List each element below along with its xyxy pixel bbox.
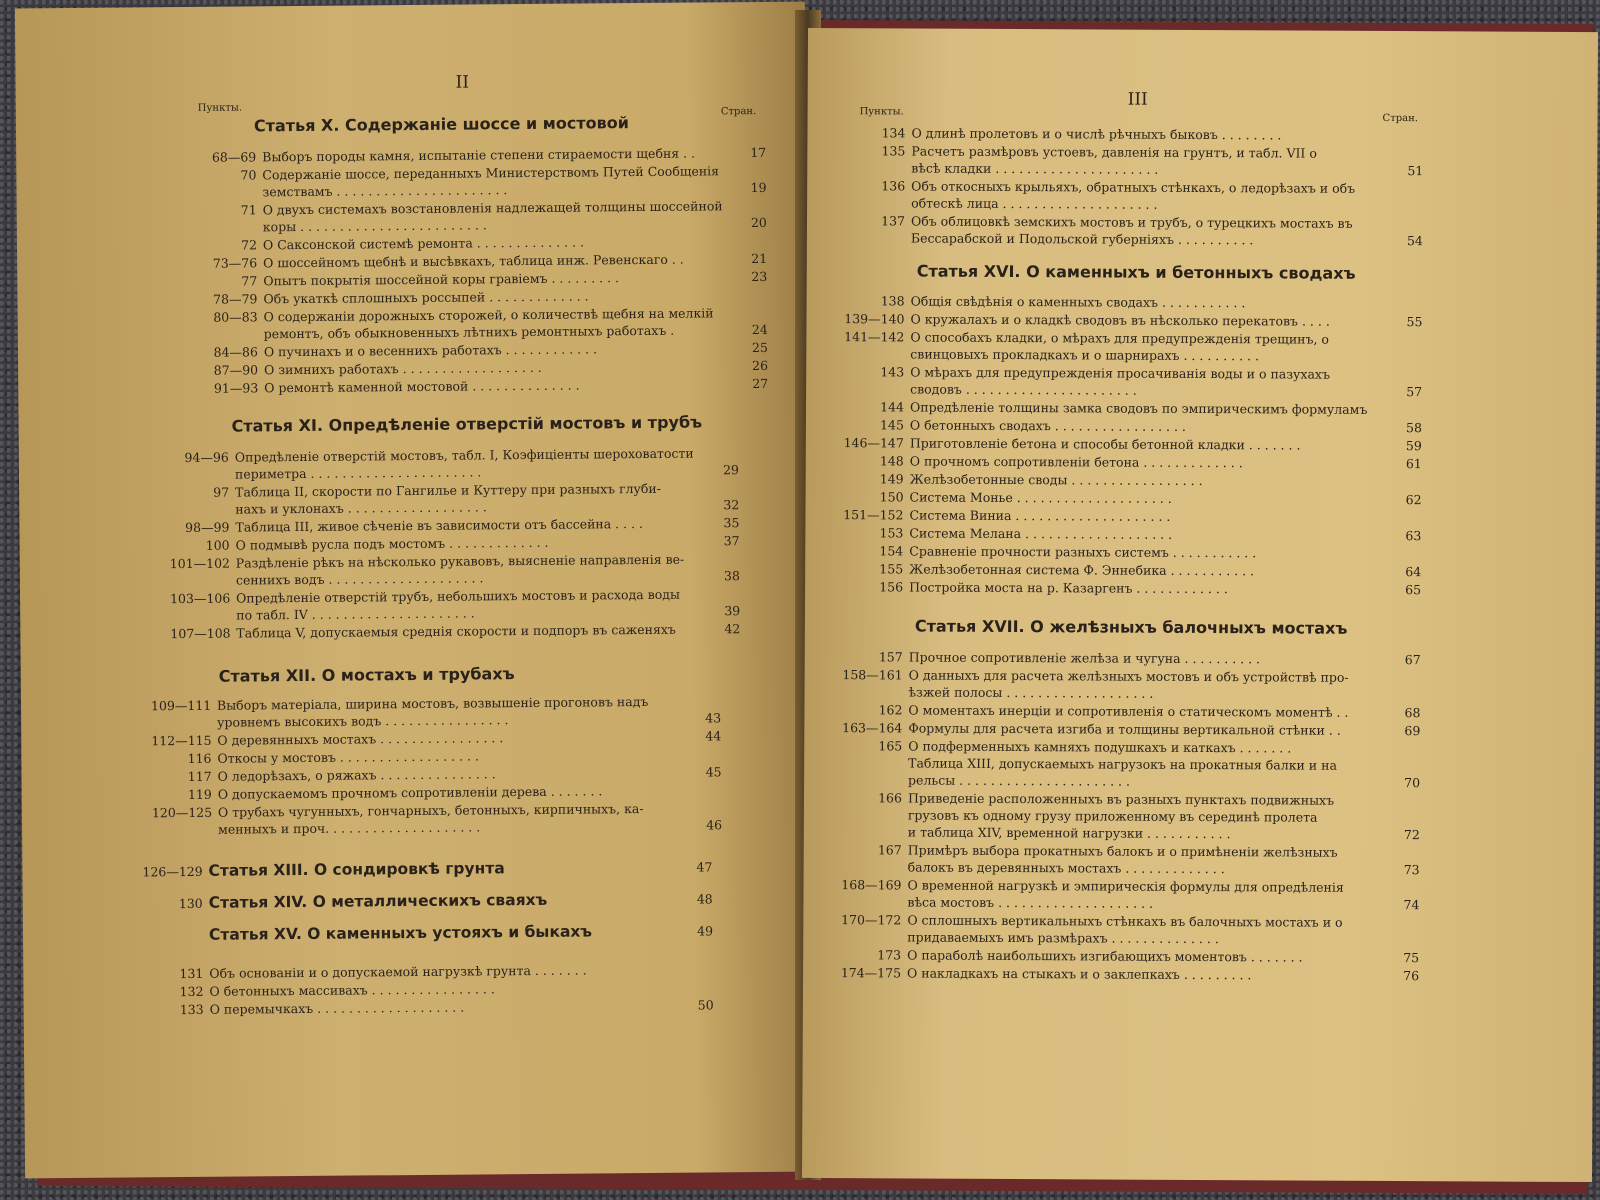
right-page [802,28,1598,1182]
entry-title: О мѣрахъ для предупрежденія просачиванія воды и о пазухахъ сводовъ . . . . . . . . . . . . . . . . . . . . . . [910,364,1330,398]
entry-item-number: 133 [179,1001,204,1018]
entry-item-number: 134 [881,125,906,141]
column-label-pages: Стран. [1382,112,1418,125]
entry-item-number: 100 [205,537,230,553]
section-heading: Статья X. Содержаніе шоссе и мостовой [253,113,629,136]
entry-item-number: 107—108 [170,625,231,642]
entry-page-number: 38 [723,568,740,584]
entry-page-number: 27 [752,375,769,392]
entry-item-number: 97 [213,484,230,500]
entry-item-number: 174—175 [840,965,902,981]
entry-page-number: 75 [1403,950,1420,966]
entry-page-number: 68 [1404,705,1421,721]
entry-item-number: 103—106 [170,590,231,607]
entry-title: О пучинахъ и о весеннихъ работахъ . . . . . . . . . . . . [263,341,598,360]
entry-title: Содержаніе шоссе, переданныхъ Министерствомъ Путей Сообщенія земствамъ . . . . . . . . . . . . . . . . . . . . . . [262,163,720,200]
entry-title: О способахъ кладки, о мѣрахъ для предупрежденія трещинъ, о свинцовыхъ прокладкахъ и о шарнирахъ . . . . . . . . . . [910,329,1329,364]
entry-item-number: 173 [877,947,902,963]
entry-item-number: 120—125 [151,804,213,821]
entry-title: Формулы для расчета изгиба и толщины вертикальной стѣнки . . [908,720,1341,738]
entry-title: О шоссейномъ щебнѣ и высѣвкахъ, таблица инж. Ревенскаго . . [263,251,684,271]
column-label-items: Пункты. [859,106,904,118]
entry-item-number: 148 [879,453,904,469]
entry-item-number: 109—111 [150,697,212,714]
entry-title: Расчетъ размѣровъ устоевъ, давленія на грунтъ, и табл. VII о вѣсѣ кладки . . . . . . . . . . . . . . . . . . . . . [911,143,1317,177]
entry-page-number: 57 [1406,384,1423,400]
entry-title: О подферменныхъ камняхъ подушкахъ и каткахъ . . . . . . . Таблица XIII, допускаемыхъ нагрузокъ на прокатныя балки и на рельсы . . . . . . . . . . . . . . . . . . . . . . [908,738,1337,789]
entry-title: Откосы у мостовъ . . . . . . . . . . . . . . . . . . [217,748,480,766]
entry-page-number: 65 [1405,582,1422,598]
entry-item-number: 80—83 [213,309,258,325]
entry-page-number: 51 [1407,163,1424,179]
entry-title: Прочное сопротивленіе желѣза и чугуна . . . . . . . . . . [908,649,1261,667]
entry-title: Выборъ матеріала, ширина мостовъ, возвышеніе прогоновъ надъ уровнемъ высокихъ водъ . . . . . . . . . . . . . . . . [216,693,649,730]
page-number: II [455,72,470,93]
entry-page-number: 19 [750,179,767,196]
entry-title: Статья XIII. О сондировкѣ грунта [208,859,505,880]
entry-title: Желѣзобетонные своды . . . . . . . . . . . . . . . . . [909,471,1203,489]
entry-item-number: 170—172 [841,912,902,928]
section-heading: Статья XII. О мостахъ и трубахъ [218,664,515,686]
column-label-pages: Стран. [720,106,757,118]
entry-page-number: 26 [752,357,769,374]
entry-page-number: 37 [723,533,740,549]
entry-page-number: 61 [1405,456,1422,472]
entry-page-number: 17 [750,144,767,161]
entry-page-number: 76 [1403,968,1420,984]
entry-page-number: 59 [1405,438,1422,454]
entry-title: Система Мелана . . . . . . . . . . . . . . . . . . . [909,525,1173,542]
entry-item-number: 154 [879,543,904,559]
entry-title: Раздѣленіе рѣкъ на нѣсколько рукавовъ, выясненіе направленія ве- сеннихъ водъ . . . . . . . . . . . . . . . . . . . . [235,551,685,588]
entry-title: Опредѣленіе отверстій трубъ, небольшихъ мостовъ и расхода воды по табл. IV . . . . . . . . . . . . . . . . . . . . . [235,586,680,623]
entry-item-number: 143 [880,364,905,380]
column-label-items: Пункты. [197,102,243,114]
entry-item-number: 150 [879,489,904,505]
entry-title: Объ укаткѣ сплошныхъ россыпей . . . . . . . . . . . . . [263,288,589,307]
entry-item-number: 77 [241,273,258,289]
entry-item-number: 139—140 [844,311,905,327]
entry-item-number: 94—96 [184,449,229,466]
entry-item-number: 153 [879,525,904,541]
entry-page-number: 42 [724,621,741,637]
entry-item-number: 131 [179,965,204,982]
entry-item-number: 137 [881,213,906,229]
entry-item-number: 91—93 [213,380,259,396]
entry-page-number: 47 [696,859,713,875]
entry-item-number: 156 [879,579,904,595]
entry-title: О данныхъ для расчета желѣзныхъ мостовъ и объ устройствѣ про- ѣзжей полосы . . . . . . . . . . . . . . . . . . . [908,667,1349,701]
entry-title: О двухъ системахъ возстановленія надлежащей толщины шоссейной коры . . . . . . . . . . . . . . . . . . . . . . . . [262,198,723,235]
entry-page-number: 73 [1403,862,1420,878]
entry-page-number: 70 [1404,775,1421,791]
entry-title: О временной нагрузкѣ и эмпирическія формулы для опредѣленія вѣса мостовъ . . . . . . . . . . . . . . . . . . . . [907,877,1344,911]
entry-page-number: 21 [751,250,768,267]
entry-item-number: 126—129 [142,863,203,880]
entry-title: Примѣръ выбора прокатныхъ балокъ и о примѣненіи желѣзныхъ балокъ въ деревянныхъ мостахъ . . . . . . . . . . . . . [907,842,1338,877]
entry-title: О подмывѣ русла подъ мостомъ . . . . . . . . . . . . . [235,534,549,553]
entry-title: О ледорѣзахъ, о ряжахъ . . . . . . . . . . . . . . . [217,766,496,784]
entry-title: О сплошныхъ вертикальныхъ стѣнкахъ въ балочныхъ мостахъ и о придаваемыхъ имъ размѣрахъ . . . . . . . . . . . . . . [907,912,1343,947]
entry-page-number: 54 [1406,233,1423,249]
entry-item-number: 84—86 [213,344,258,360]
entry-page-number: 24 [751,321,768,338]
entry-title: О ремонтѣ каменной мостовой . . . . . . . . . . . . . . [264,377,580,396]
entry-title: Выборъ породы камня, испытаніе степени стираемости щебня . . [262,145,696,165]
entry-page-number: 58 [1405,420,1422,436]
entry-page-number: 45 [705,764,722,780]
entry-title: О прочномъ сопротивленіи бетона . . . . . . . . . . . . . [909,453,1243,471]
left-page [15,2,815,1179]
entry-item-number: 136 [881,178,906,194]
entry-item-number: 72 [241,237,258,253]
entry-page-number: 63 [1405,528,1422,544]
entry-page-number: 20 [750,214,767,231]
entry-page-number: 72 [1403,827,1420,843]
entry-title: Объ облицовкѣ земскихъ мостовъ и трубъ, о турецкихъ мостахъ въ Бессарабской и Подольской губерніяхъ . . . . . . . . . . [910,213,1353,248]
entry-item-number: 149 [879,471,904,487]
entry-page-number: 39 [724,603,741,619]
entry-item-number: 151—152 [843,507,904,523]
entry-page-number: 44 [705,728,722,744]
entry-title: Объ откосныхъ крыльяхъ, обратныхъ стѣнкахъ, о ледорѣзахъ и объ обтескѣ лица . . . . . . . . . . . . . . . . . . . . [911,178,1356,212]
entry-page-number: 43 [705,710,722,726]
entry-title: Статья XV. О каменныхъ устояхъ и быкахъ [208,922,593,944]
entry-item-number: 101—102 [169,555,231,572]
entry-item-number: 73—76 [212,255,258,271]
entry-item-number: 78—79 [213,291,258,307]
entry-page-number: 29 [722,462,740,478]
entry-title: О трубахъ чугунныхъ, гончарныхъ, бетонныхъ, кирпичныхъ, ка- менныхъ и проч. . . . . . . . . . . . . . . . . . . . [217,801,644,837]
entry-title: Общія свѣдѣнія о каменныхъ сводахъ . . . . . . . . . . . [910,293,1246,311]
entry-title: О перемычкахъ . . . . . . . . . . . . . . . . . . . [209,999,465,1017]
entry-item-number: 145 [880,417,904,433]
entry-title: О моментахъ инерціи и сопротивленія о статическомъ моментѣ . . [908,702,1349,720]
entry-title: Опытъ покрытія шоссейной коры гравіемъ . . . . . . . . . [263,270,620,289]
entry-item-number: 168—169 [841,877,902,893]
entry-title: О деревянныхъ мостахъ . . . . . . . . . . . . . . . . [217,730,504,748]
entry-page-number: 35 [723,515,740,531]
entry-page-number: 23 [751,268,768,285]
entry-page-number: 46 [706,817,723,833]
entry-title: Таблица V, допускаемыя среднія скорости и подпоръ въ саженяхъ [236,621,676,641]
entry-item-number: 163—164 [842,720,903,736]
entry-item-number: 130 [178,895,203,912]
entry-title: Опредѣленіе толщины замка сводовъ по эмпирическимъ формуламъ [909,399,1368,417]
entry-item-number: 146—147 [843,435,904,451]
entry-page-number: 48 [696,891,713,907]
entry-item-number: 155 [879,561,904,577]
entry-item-number [143,927,203,928]
entry-title: Сравненіе прочности разныхъ системъ . . . . . . . . . . . [909,543,1257,561]
entry-title: Опредѣленіе отверстій мостовъ, табл. I, Коэфиціенты шероховатости периметра . . . . . . . . . . . . . . . . . . . . . . [234,445,694,482]
entry-title: Таблица III, живое сѣченіе въ зависимости отъ бассейна . . . . [235,516,644,535]
entry-title: О допускаемомъ прочномъ сопротивленіи дерева . . . . . . . [217,783,603,802]
entry-title: О накладкахъ на стыкахъ и о заклепкахъ . . . . . . . . . [907,965,1252,983]
entry-page-number: 64 [1405,564,1422,580]
entry-title: О Саксонской системѣ ремонта . . . . . . . . . . . . . . [262,234,585,253]
entry-title: Постройка моста на р. Казаргенъ . . . . . . . . . . . . [909,579,1228,597]
section-heading: Статья XVII. О желѣзныхъ балочныхъ мостахъ [914,616,1348,638]
entry-page-number: 55 [1406,314,1423,330]
entry-title: Система Монье . . . . . . . . . . . . . . . . . . . . [909,489,1172,506]
entry-item-number: 135 [881,143,906,159]
entry-item-number: 144 [880,399,905,415]
entry-title: Объ основаніи и о допускаемой нагрузкѣ грунта . . . . . . . [209,962,587,981]
entry-item-number: 71 [240,202,257,218]
entry-item-number: 116 [187,750,212,766]
page-number: III [1127,89,1148,110]
entry-title: О параболѣ наибольшихъ изгибающихъ моментовъ . . . . . . . [907,947,1303,965]
section-heading: Статья XI. Опредѣленіе отверстій мостовъ и трубъ [231,412,703,436]
entry-page-number: 69 [1404,723,1421,739]
entry-page-number: 50 [697,997,714,1013]
entry-title: О содержаніи дорожныхъ сторожей, о количествѣ щебня на мелкій ремонтъ, объ обыкновенныхъ лѣтнихъ ремонтныхъ работахъ . [263,305,714,342]
entry-title: Приведеніе расположенныхъ въ разныхъ пунктахъ подвижныхъ грузовъ къ одному грузу приложенному въ серединѣ пролета и таблица XIV, временной нагрузки . . . . . . . . . . . [907,790,1335,842]
entry-title: О кружалахъ и о кладкѣ сводовъ въ нѣсколько перекатовъ . . . . [910,311,1330,329]
entry-item-number: 70 [240,167,257,183]
entry-title: Приготовленіе бетона и способы бетонной кладки . . . . . . . [909,435,1301,453]
entry-item-number: 141—142 [844,329,905,345]
entry-item-number: 162 [878,702,903,718]
entry-title: Система Виниа . . . . . . . . . . . . . . . . . . . . [909,507,1171,524]
section-heading: Статья XVI. О каменныхъ и бетонныхъ сводахъ [916,261,1356,283]
entry-item-number: 138 [880,293,905,309]
entry-page-number: 25 [751,339,768,356]
entry-item-number: 165 [878,738,903,754]
entry-item-number: 112—115 [151,732,212,749]
entry-item-number: 117 [187,768,212,784]
entry-item-number: 132 [179,983,204,1000]
entry-page-number: 32 [723,497,740,513]
entry-title: О бетонныхъ сводахъ . . . . . . . . . . . . . . . . . [909,417,1186,434]
entry-title: Таблица II, скорости по Гангилье и Куттеру при разныхъ глуби- нахъ и уклонахъ . . . . . . . . . . . . . . . . . . [235,480,662,517]
entry-title: Желѣзобетонная система Ф. Эннебика . . . . . . . . . . . [909,561,1255,579]
entry-title: О бетонныхъ массивахъ . . . . . . . . . . . . . . . . [209,981,495,999]
entry-item-number: 157 [878,649,903,665]
entry-item-number: 68—69 [211,149,257,165]
entry-page-number: 62 [1405,492,1422,508]
entry-item-number: 158—161 [842,667,903,683]
entry-item-number: 119 [187,786,212,802]
entry-page-number: 74 [1403,897,1420,913]
entry-page-number: 67 [1404,652,1421,668]
entry-page-number: 49 [697,923,714,939]
entry-item-number: 87—90 [213,362,259,378]
entry-title: О длинѣ пролетовъ и о числѣ рѣчныхъ быковъ . . . . . . . . [911,125,1282,143]
entry-title: О зимнихъ работахъ . . . . . . . . . . . . . . . . . . [264,359,542,378]
entry-title: Статья XIV. О металлическихъ сваяхъ [208,890,548,912]
entry-item-number: 167 [877,842,902,858]
entry-item-number: 98—99 [185,519,230,536]
entry-item-number: 166 [878,790,903,806]
